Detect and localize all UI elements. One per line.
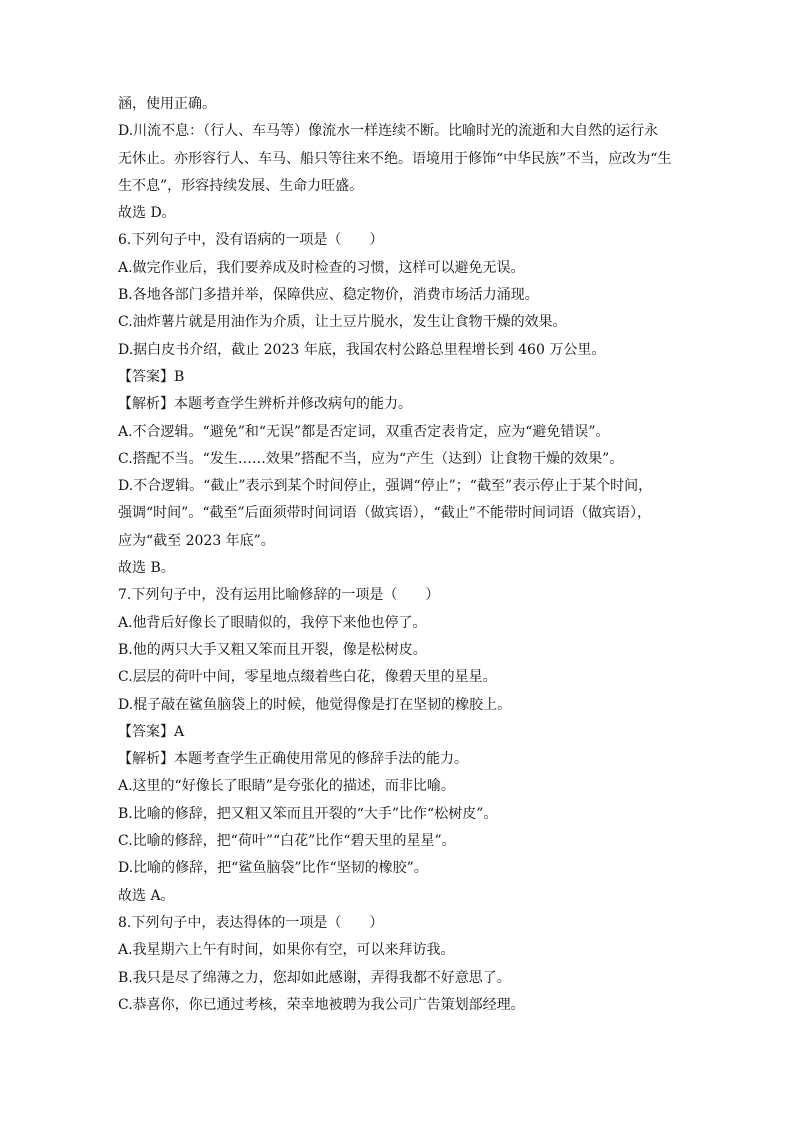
text-line: 强调“时间”。“截至”后面须带时间词语（做宾语），“截止”不能带时间词语（做宾语）， <box>118 505 651 522</box>
question-7-stem: 7.下列句子中，没有运用比喻修辞的一项是（ ） <box>118 587 440 604</box>
text-line: A.这里的“好像长了眼睛”是夸张化的描述，而非比喻。 <box>118 778 455 795</box>
answer-line: 【答案】A <box>118 723 185 740</box>
text-line: A.不合逻辑。“避免”和“无误”都是否定词，双重否定表肯定，应为“避免错误”。 <box>118 423 610 440</box>
text-line: 故选 A。 <box>118 887 175 904</box>
answer-line: 【答案】B <box>118 368 185 385</box>
option-b: B.他的两只大手又粗又笨而且开裂，像是松树皮。 <box>118 641 427 658</box>
analysis-line: 【解析】本题考查学生正确使用常见的修辞手法的能力。 <box>118 751 468 768</box>
text-line: D.川流不息：（行人、车马等）像流水一样连续不断。比喻时光的流逝和大自然的运行永 <box>118 123 659 140</box>
option-c: C.层层的荷叶中间，零星地点缀着些白花，像碧天里的星星。 <box>118 669 497 686</box>
option-a: A.我星期六上午有时间，如果你有空，可以来拜访我。 <box>118 942 455 959</box>
text-line: C.搭配不当。“发生……效果”搭配不当，应为“产生（达到）让食物干燥的效果”。 <box>118 450 624 467</box>
option-d: D.据白皮书介绍，截止 2023 年底，我国农村公路总里程增长到 460 万公里。 <box>118 341 606 358</box>
option-d: D.棍子敲在鲨鱼脑袋上的时候，他觉得像是打在坚韧的橡胶上。 <box>118 696 512 713</box>
text-line: C.比喻的修辞，把“荷叶”“白花”比作“碧天里的星星”。 <box>118 833 456 850</box>
question-6-stem: 6.下列句子中，没有语病的一项是（ ） <box>118 232 384 249</box>
text-line: D.不合逻辑。“截止”表示到某个时间停止，强调“停止”；“截至”表示停止于某个时间， <box>118 478 653 495</box>
option-b: B.我只是尽了绵薄之力，您却如此感谢，弄得我都不好意思了。 <box>118 969 511 986</box>
option-c: C.恭喜你，你已通过考核，荣幸地被聘为我公司广告策划部经理。 <box>118 996 525 1013</box>
document-page <box>118 91 678 1019</box>
text-line: D.比喻的修辞，把“鲨鱼脑袋”比作“坚韧的橡胶”。 <box>118 860 428 877</box>
option-a: A.他背后好像长了眼睛似的，我停下来他也停了。 <box>118 614 427 631</box>
question-8-stem: 8.下列句子中，表达得体的一项是（ ） <box>118 914 384 931</box>
option-a: A.做完作业后，我们要养成及时检查的习惯，这样可以避免无误。 <box>118 259 525 276</box>
text-line: B.比喻的修辞，把又粗又笨而且开裂的“大手”比作“松树皮”。 <box>118 805 498 822</box>
text-line: 故选 B。 <box>118 560 175 577</box>
option-c: C.油炸薯片就是用油作为介质，让土豆片脱水，发生让食物干燥的效果。 <box>118 314 567 331</box>
text-line: 生不息”，形容持续发展、生命力旺盛。 <box>118 177 364 194</box>
text-line: 涵，使用正确。 <box>118 96 216 112</box>
text-line: 应为“截至 2023 年底”。 <box>118 532 275 549</box>
text-line: 无休止。亦形容行人、车马、船只等往来不绝。语境用于修饰“中华民族”不当，应改为“生 <box>118 150 672 167</box>
analysis-line: 【解析】本题考查学生辨析并修改病句的能力。 <box>118 396 412 413</box>
option-b: B.各地各部门多措并举，保障供应、稳定物价，消费市场活力涌现。 <box>118 287 539 304</box>
text-line: 故选 D。 <box>118 205 176 222</box>
